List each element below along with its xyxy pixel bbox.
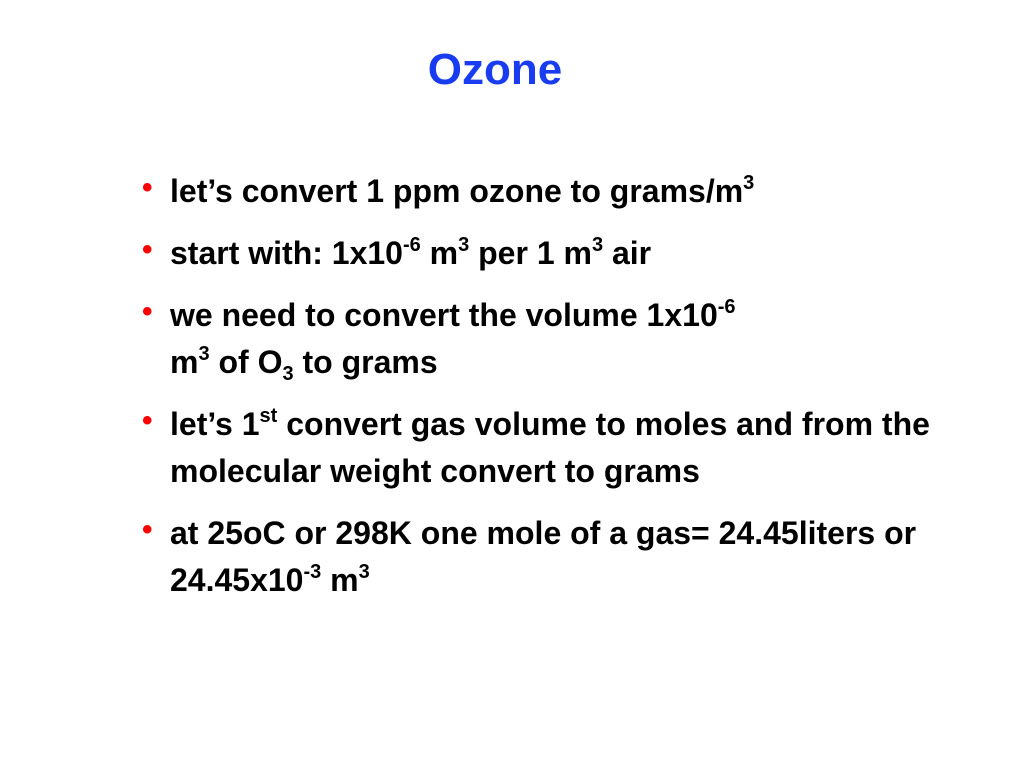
bullet-text: to grams xyxy=(293,344,438,380)
bullet-dot-icon: • xyxy=(142,295,153,328)
bullet-dot-icon: • xyxy=(142,404,153,437)
bullet-text: we need to convert the volume 1x10 xyxy=(170,297,718,333)
bullet-text: m xyxy=(170,344,199,380)
bullet-text: of O xyxy=(209,344,283,380)
superscript: -6 xyxy=(402,234,421,256)
bullet-text: let’s 1 xyxy=(170,406,260,442)
superscript: 3 xyxy=(743,172,755,194)
bullet-item xyxy=(142,292,942,386)
bullet-text: m xyxy=(420,235,459,271)
superscript: 3 xyxy=(358,561,370,583)
superscript: 3 xyxy=(198,343,210,365)
superscript: 3 xyxy=(458,234,470,256)
bullet-item xyxy=(142,168,942,215)
bullet-item xyxy=(142,230,942,277)
bullet-item xyxy=(142,401,942,495)
bullet-dot-icon: • xyxy=(142,233,153,266)
superscript: 3 xyxy=(591,234,604,256)
bullet-text: per 1 m xyxy=(469,235,592,271)
bullet-text: convert gas volume to moles and from the molecular weight convert to grams xyxy=(170,406,930,489)
subscript: 3 xyxy=(282,363,294,385)
bullet-text: m xyxy=(321,562,359,598)
bullet-dot-icon: • xyxy=(142,513,153,546)
bullet-dot-icon: • xyxy=(142,171,153,204)
bullet-list xyxy=(142,168,942,619)
superscript: st xyxy=(259,405,278,427)
bullet-text: start with: 1x10 xyxy=(170,235,403,271)
superscript: -3 xyxy=(303,561,322,583)
bullet-text: at 25oC or 298K one mole of a gas= 24.45liters or 24.45x10 xyxy=(170,515,917,598)
slide-title: Ozone xyxy=(427,45,563,94)
bullet-text: let’s convert 1 ppm ozone to grams/m xyxy=(170,173,744,209)
bullet-item xyxy=(142,510,942,604)
bullet-text: air xyxy=(603,235,652,271)
superscript: -6 xyxy=(717,296,736,318)
